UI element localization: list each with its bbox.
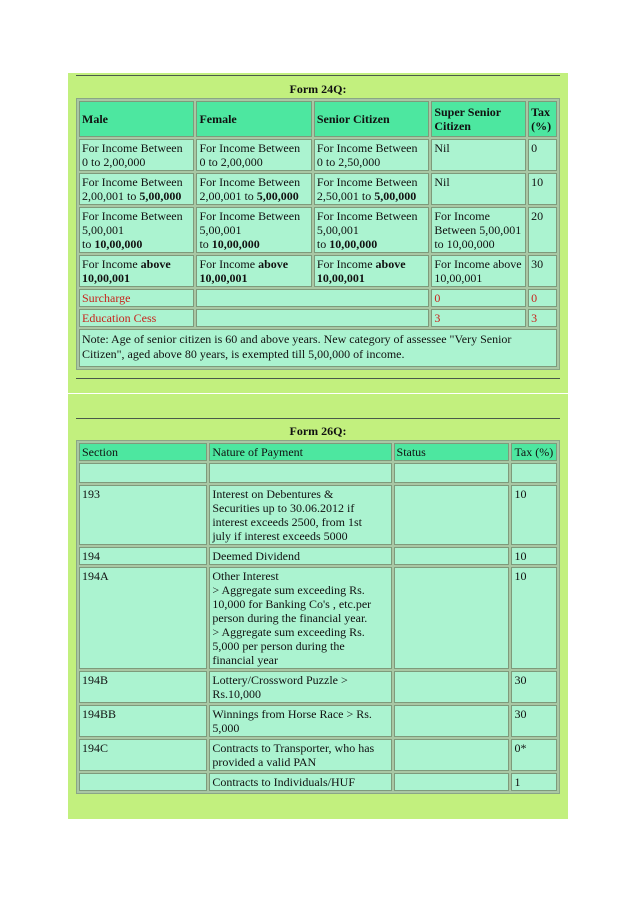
tax-cell: 30 — [528, 255, 557, 287]
form-26q-table — [76, 440, 560, 794]
tax-cell: 20 — [528, 207, 557, 253]
top-rule — [76, 418, 560, 419]
cess-label: Education Cess — [79, 309, 194, 327]
form-26q-panel — [68, 394, 568, 819]
status-cell — [394, 547, 510, 565]
cess-row — [79, 309, 557, 327]
header-tax: Tax (%) — [528, 101, 557, 137]
nature-cell: Other Interest > Aggregate sum exceeding Rs. 10,000 for Banking Co's , etc.per person during the financial year. > Aggregate sum exceeding Rs. 5,000 per person during the financial year — [209, 567, 391, 669]
nature-cell: Contracts to Transporter, who has provided a valid PAN — [209, 739, 391, 771]
table-row — [79, 739, 557, 771]
female-cell: For Income above 10,00,001 — [196, 255, 311, 287]
note-row — [79, 329, 557, 367]
nature-cell: Interest on Debentures & Securities up to 30.06.2012 if interest exceeds 2500, from 1st july if interest exceeds 5000 — [209, 485, 391, 545]
tax-cell: 10 — [511, 485, 557, 545]
nature-cell: Contracts to Individuals/HUF — [209, 773, 391, 791]
note-text: Note: Age of senior citizen is 60 and above years. New category of assessee "Very Senior Citizen", aged above 80 years, is exempted till 5,00,000 of income. — [79, 329, 557, 367]
male-cell: For Income Between 5,00,001 to 10,00,000 — [79, 207, 194, 253]
header-female: Female — [196, 101, 311, 137]
cess-super: 3 — [431, 309, 526, 327]
senior-cell: For Income Between 2,50,001 to 5,00,000 — [314, 173, 429, 205]
bottom-rule — [76, 378, 560, 379]
super-senior-cell: For Income above 10,00,001 — [431, 255, 526, 287]
header-senior-citizen: Senior Citizen — [314, 101, 429, 137]
table-row — [79, 485, 557, 545]
header-super-senior-citizen: Super Senior Citizen — [431, 101, 526, 137]
table-row — [79, 547, 557, 565]
table-header-row — [79, 443, 557, 461]
table-row — [79, 255, 557, 287]
nature-cell: Winnings from Horse Race > Rs. 5,000 — [209, 705, 391, 737]
section-cell: 194A — [79, 567, 207, 669]
section-cell: 193 — [79, 485, 207, 545]
table-row — [79, 773, 557, 791]
tax-cell: 10 — [528, 173, 557, 205]
tax-cell: 30 — [511, 705, 557, 737]
tax-cell: 10 — [511, 547, 557, 565]
tax-cell: 0 — [528, 139, 557, 171]
female-cell: For Income Between 5,00,001 to 10,00,000 — [196, 207, 311, 253]
status-cell — [394, 705, 510, 737]
surcharge-super: 0 — [431, 289, 526, 307]
blank-row — [79, 463, 557, 483]
table-row — [79, 207, 557, 253]
status-cell — [394, 567, 510, 669]
section-cell: 194BB — [79, 705, 207, 737]
male-cell: For Income above 10,00,001 — [79, 255, 194, 287]
table-row — [79, 173, 557, 205]
female-cell: For Income Between 0 to 2,00,000 — [196, 139, 311, 171]
header-nature-of-payment: Nature of Payment — [209, 443, 391, 461]
empty-cell — [394, 463, 510, 483]
section-cell: 194C — [79, 739, 207, 771]
senior-cell: For Income above 10,00,001 — [314, 255, 429, 287]
tax-cell: 10 — [511, 567, 557, 669]
cess-tax: 3 — [528, 309, 557, 327]
form-24q-table — [76, 98, 560, 370]
super-senior-cell: Nil — [431, 173, 526, 205]
header-male: Male — [79, 101, 194, 137]
top-rule — [76, 75, 560, 76]
table-row — [79, 139, 557, 171]
header-tax: Tax (%) — [511, 443, 557, 461]
form-24q-panel — [68, 73, 568, 393]
header-section: Section — [79, 443, 207, 461]
super-senior-cell: For Income Between 5,00,001 to 10,00,000 — [431, 207, 526, 253]
form-26q-caption: Form 26Q: — [289, 424, 347, 438]
table-row — [79, 671, 557, 703]
status-cell — [394, 739, 510, 771]
tax-cell: 30 — [511, 671, 557, 703]
table-row — [79, 567, 557, 669]
section-cell — [79, 773, 207, 791]
tax-cell: 1 — [511, 773, 557, 791]
empty-cell — [511, 463, 557, 483]
surcharge-row — [79, 289, 557, 307]
male-cell: For Income Between 2,00,001 to 5,00,000 — [79, 173, 194, 205]
status-cell — [394, 485, 510, 545]
senior-cell: For Income Between 5,00,001 to 10,00,000 — [314, 207, 429, 253]
tax-cell: 0* — [511, 739, 557, 771]
empty-cell — [79, 463, 207, 483]
status-cell — [394, 773, 510, 791]
surcharge-label: Surcharge — [79, 289, 194, 307]
section-cell: 194B — [79, 671, 207, 703]
status-cell — [394, 671, 510, 703]
female-cell: For Income Between 2,00,001 to 5,00,000 — [196, 173, 311, 205]
empty-cell — [196, 309, 429, 327]
senior-cell: For Income Between 0 to 2,50,000 — [314, 139, 429, 171]
empty-cell — [209, 463, 391, 483]
male-cell: For Income Between 0 to 2,00,000 — [79, 139, 194, 171]
table-row — [79, 705, 557, 737]
form-24q-caption: Form 24Q: — [289, 82, 347, 96]
nature-cell: Deemed Dividend — [209, 547, 391, 565]
table-header-row — [79, 101, 557, 137]
empty-cell — [196, 289, 429, 307]
header-status: Status — [394, 443, 510, 461]
super-senior-cell: Nil — [431, 139, 526, 171]
nature-cell: Lottery/Crossword Puzzle > Rs.10,000 — [209, 671, 391, 703]
section-cell: 194 — [79, 547, 207, 565]
surcharge-tax: 0 — [528, 289, 557, 307]
